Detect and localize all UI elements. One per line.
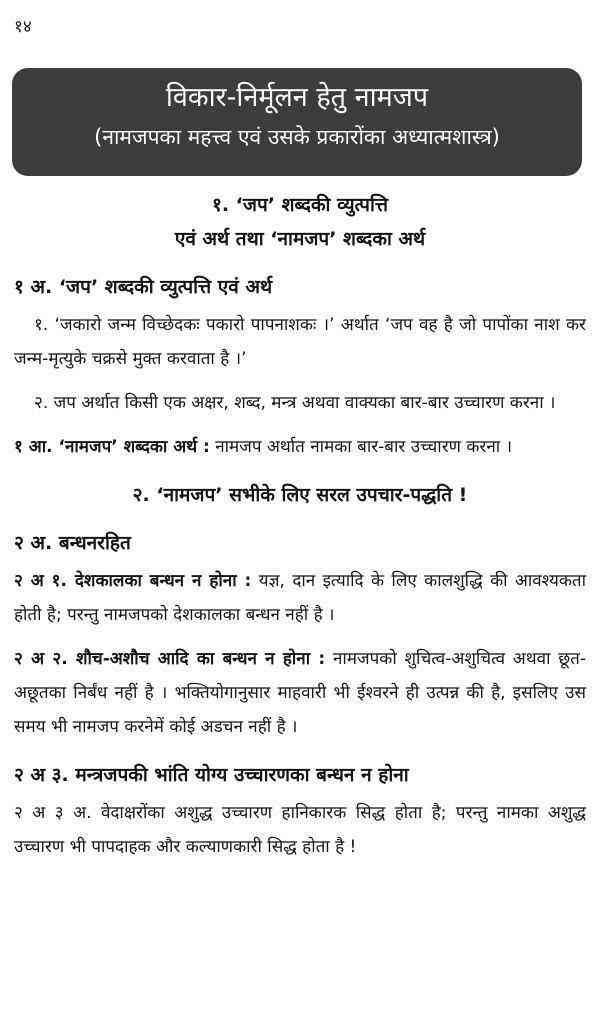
section-2a2-paragraph — [14, 642, 586, 744]
section-2a3-heading: २ अ ३. मन्त्रजपकी भांति योग्य उच्चारणका बन्धन न होना — [14, 764, 409, 786]
section-1aa-paragraph — [14, 430, 586, 464]
chapter-title: विकार-निर्मूलन हेतु नामजप — [165, 82, 429, 113]
section-2a1-text: यज्ञ, दान इत्यादि के लिए कालशुद्धि की आवश्यकता होती है; परन्तु नामजपको देशकालका बन्धन नहीं है । — [14, 571, 586, 625]
section-1a-heading: १ अ. ‘जप’ शब्दकी व्युत्पत्ति एवं अर्थ — [14, 276, 273, 298]
chapter-subtitle: (नामजपका महत्त्व एवं उसके प्रकारोंका अध्यात्मशास्त्र) — [94, 125, 500, 149]
section-2a-heading: २ अ. बन्धनरहित — [14, 532, 131, 554]
section-2a3a-paragraph: २ अ ३ अ. वेदाक्षरोंका अशुद्ध उच्चारण हानिकारक सिद्ध होता है; परन्तु नामका अशुद्ध उच्चारण भी पापदाहक और कल्याणकारी सिद्ध होता है ! — [14, 803, 586, 857]
section-2a1-label: २ अ १. देशकालका बन्धन न होना : — [14, 571, 252, 591]
section-2a1-paragraph — [14, 564, 586, 632]
section-1-heading-line1: १. ‘जप’ शब्दकी व्युत्पत्ति — [211, 194, 389, 216]
section-1aa-label: १ आ. ‘नामजप’ शब्दका अर्थ : — [14, 437, 210, 457]
chapter-title-box — [12, 68, 582, 176]
section-1a-paragraph-1: १. ‘जकारो जन्म विच्छेदकः पकारो पापनाशकः ।’ अर्थात ‘जप वह है जो पापोंका नाश कर जन्म-मृत्युके चक्रसे मुक्त करवाता है ।’ — [14, 315, 586, 369]
section-1-heading-line2: एवं अर्थ तथा ‘नामजप’ शब्दका अर्थ — [174, 228, 426, 250]
page-content — [14, 188, 586, 874]
section-2a2-text: नामजपको शुचित्व-अशुचित्व अथवा छूत-अछूतका निर्बंध नहीं है । भक्तियोगानुसार माहवारी भी ईश्वरने ही उत्पन्न की है, इसलिए उस समय भी नामजप करनेमें कोई अडचन नहीं है । — [14, 649, 586, 737]
section-1aa-text: नामजप अर्थात नामका बार-बार उच्चारण करना । — [215, 437, 513, 457]
section-2-heading: २. ‘नामजप’ सभीके लिए सरल उपचार-पद्धति ! — [132, 484, 468, 506]
section-1a-paragraph-2: २. जप अर्थात किसी एक अक्षर, शब्द, मन्त्र अथवा वाक्यका बार-बार उच्चारण करना । — [34, 393, 556, 413]
page-number: १४ — [14, 17, 32, 37]
section-2a2-label: २ अ २. शौच-अशौच आदि का बन्धन न होना : — [14, 649, 326, 669]
